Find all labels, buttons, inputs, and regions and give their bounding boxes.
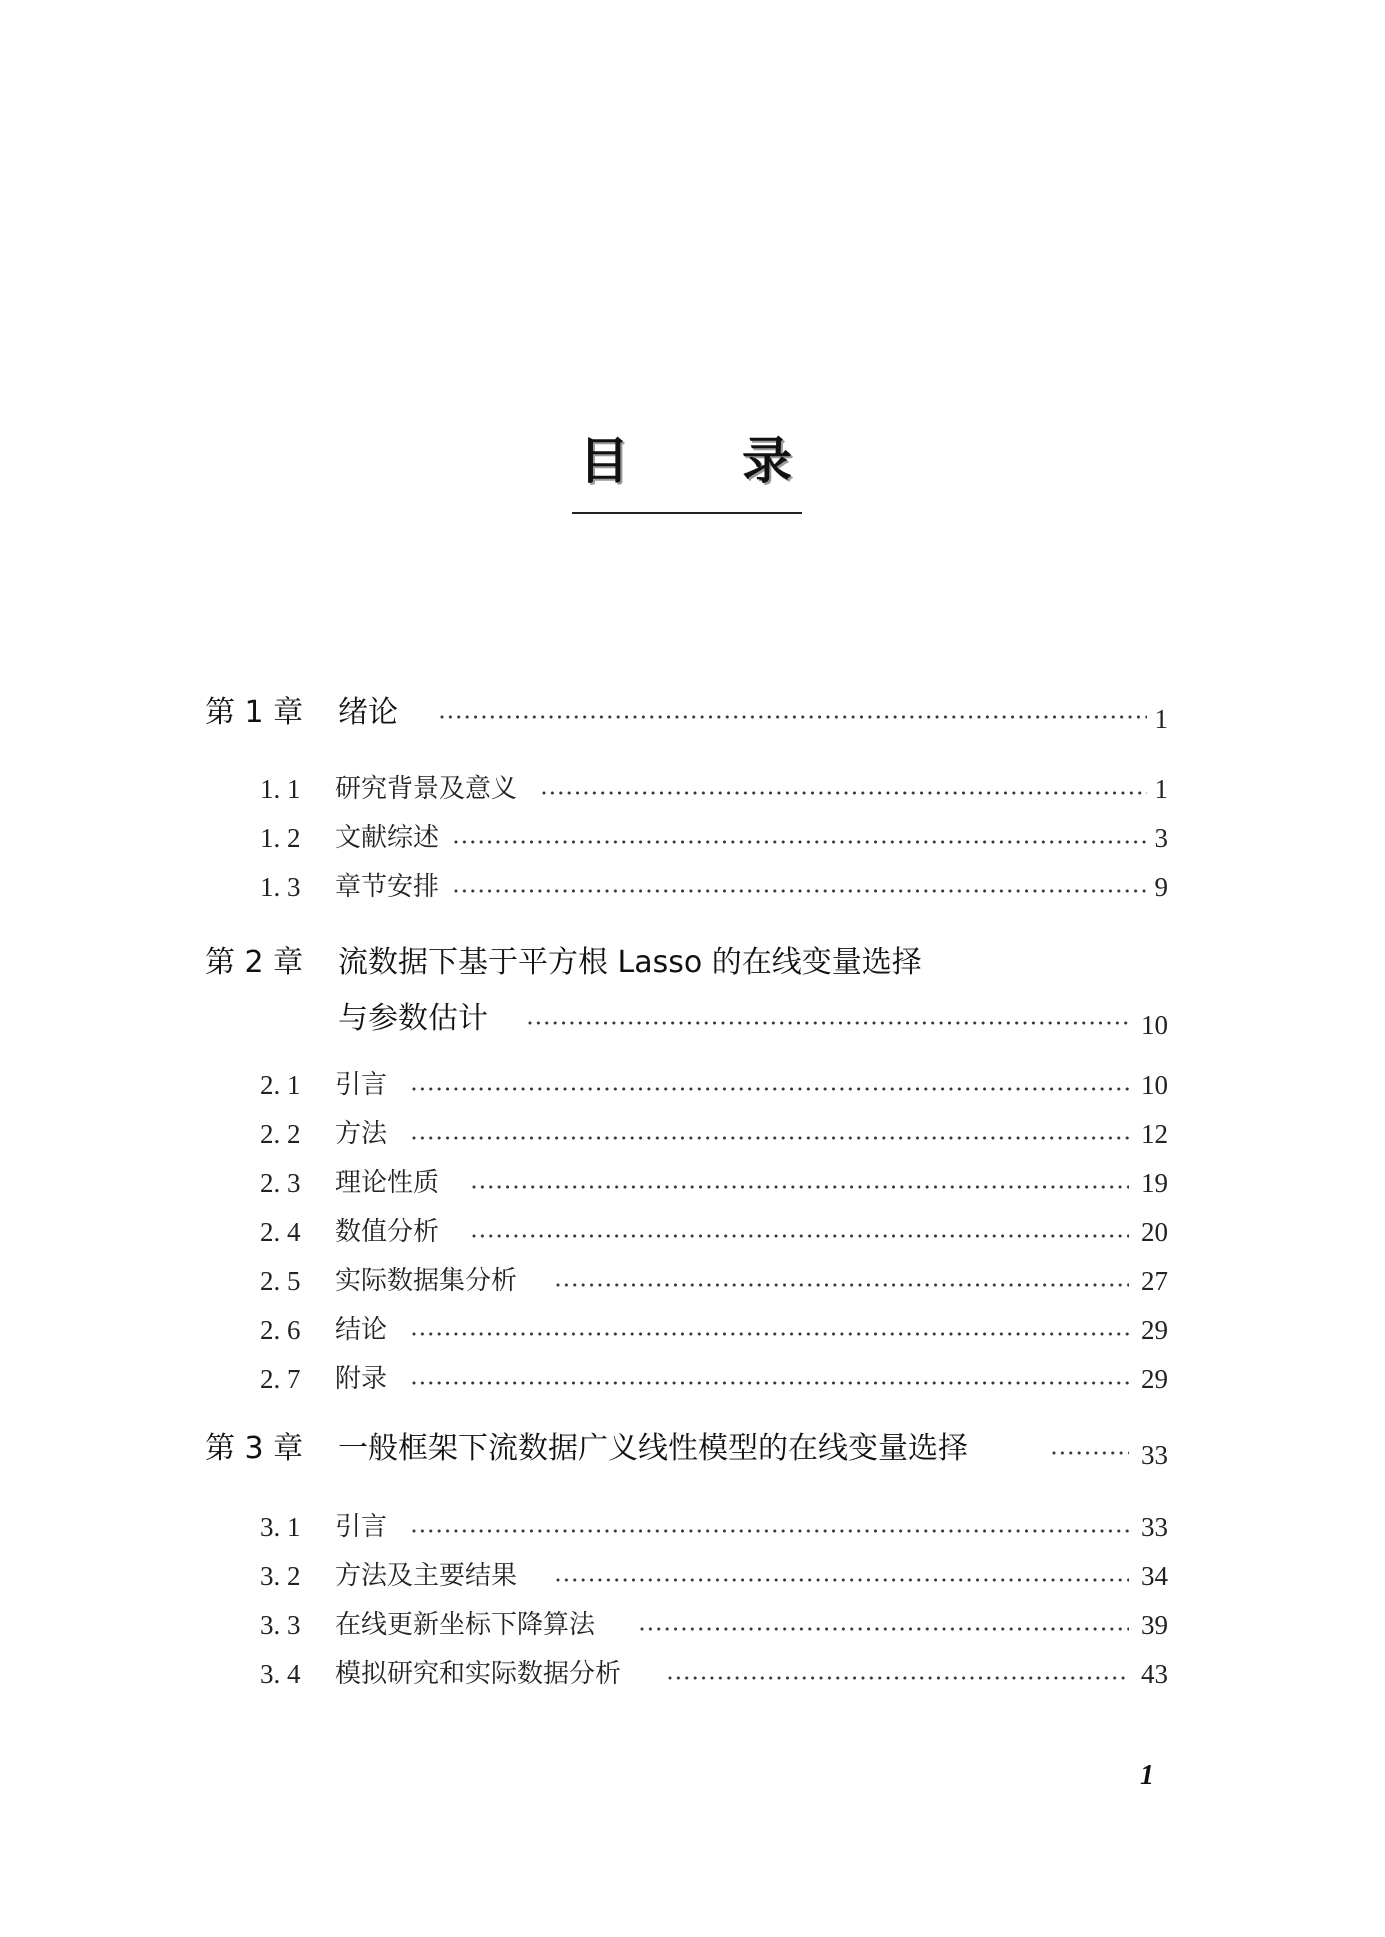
toc-section-2-7[interactable]: [0, 1356, 1385, 1402]
chapter-title-continued: 与参数估计: [338, 1001, 488, 1036]
dot-leader: [412, 1381, 1129, 1385]
section-number: 3. 1: [260, 1512, 301, 1542]
dot-leader: [556, 1578, 1129, 1582]
toc-section-3-2[interactable]: [0, 1553, 1385, 1599]
section-title: 引言: [335, 1070, 388, 1100]
section-title: 方法: [335, 1119, 388, 1149]
page-number: 29: [1141, 1315, 1168, 1345]
toc-chapter-3[interactable]: [0, 1426, 1385, 1472]
page-number: 20: [1141, 1217, 1168, 1247]
section-number: 3. 3: [260, 1610, 301, 1640]
section-title: 研究背景及意义: [335, 774, 518, 804]
page-number: 33: [1141, 1440, 1168, 1470]
page-number: 10: [1141, 1070, 1168, 1100]
page-number: 19: [1141, 1168, 1168, 1198]
section-number: 3. 2: [260, 1561, 301, 1591]
page-number: 33: [1141, 1512, 1168, 1542]
section-number: 2. 6: [260, 1315, 301, 1345]
toc-section-1-2[interactable]: [0, 815, 1385, 861]
section-title: 文献综述: [335, 823, 440, 853]
page-number: 43: [1141, 1659, 1168, 1689]
page-number: 1: [1154, 774, 1168, 804]
chapter-label: 第 3 章: [205, 1431, 304, 1466]
toc-section-2-1[interactable]: [0, 1062, 1385, 1108]
dot-leader: [528, 1021, 1129, 1025]
section-title: 模拟研究和实际数据分析: [335, 1659, 622, 1689]
page-number: 12: [1141, 1119, 1168, 1149]
dot-leader: [542, 791, 1147, 795]
dot-leader: [412, 1136, 1129, 1140]
toc-heading-char-1: 目: [579, 432, 629, 490]
toc-chapter-2-line-1[interactable]: [0, 940, 1385, 986]
page-number: 1: [1154, 704, 1168, 734]
dot-leader: [556, 1283, 1129, 1287]
section-number: 2. 5: [260, 1266, 301, 1296]
page-number: 34: [1141, 1561, 1168, 1591]
section-title: 在线更新坐标下降算法: [335, 1610, 596, 1640]
section-number: 1. 3: [260, 872, 301, 902]
section-title: 理论性质: [335, 1168, 440, 1198]
toc-section-2-5[interactable]: [0, 1258, 1385, 1304]
section-title: 实际数据集分析: [335, 1266, 518, 1296]
dot-leader: [454, 889, 1147, 893]
toc-heading: [572, 432, 802, 514]
chapter-title: 流数据下基于平方根 Lasso 的在线变量选择: [338, 945, 922, 980]
page-number: 10: [1141, 1010, 1168, 1040]
page-number: 29: [1141, 1364, 1168, 1394]
section-title: 引言: [335, 1512, 388, 1542]
dot-leader: [472, 1185, 1129, 1189]
section-number: 2. 4: [260, 1217, 301, 1247]
toc-section-2-4[interactable]: [0, 1209, 1385, 1255]
section-number: 2. 2: [260, 1119, 301, 1149]
page-number: 39: [1141, 1610, 1168, 1640]
toc-section-3-1[interactable]: [0, 1504, 1385, 1550]
toc-chapter-2-line-2[interactable]: [0, 996, 1385, 1042]
section-title: 方法及主要结果: [335, 1561, 518, 1591]
dot-leader: [412, 1087, 1129, 1091]
dot-leader: [454, 840, 1147, 844]
chapter-title: 一般框架下流数据广义线性模型的在线变量选择: [338, 1431, 968, 1466]
section-number: 1. 1: [260, 774, 301, 804]
chapter-title: 绪论: [338, 695, 398, 730]
section-number: 2. 3: [260, 1168, 301, 1198]
dot-leader: [440, 715, 1147, 719]
section-number: 2. 1: [260, 1070, 301, 1100]
dot-leader: [1052, 1451, 1129, 1455]
dot-leader: [668, 1676, 1129, 1680]
toc-section-1-1[interactable]: [0, 766, 1385, 812]
toc-chapter-1[interactable]: [0, 690, 1385, 736]
section-number: 3. 4: [260, 1659, 301, 1689]
section-title: 数值分析: [335, 1217, 440, 1247]
dot-leader: [640, 1627, 1129, 1631]
toc-heading-char-2: 录: [742, 432, 792, 490]
toc-section-2-6[interactable]: [0, 1307, 1385, 1353]
chapter-label: 第 2 章: [205, 945, 304, 980]
page-number: 3: [1154, 823, 1168, 853]
toc-section-2-3[interactable]: [0, 1160, 1385, 1206]
toc-section-1-3[interactable]: [0, 864, 1385, 910]
dot-leader: [412, 1332, 1129, 1336]
section-title: 章节安排: [335, 872, 440, 902]
page-folio: 1: [1140, 1760, 1154, 1791]
dot-leader: [412, 1529, 1129, 1533]
page-number: 27: [1141, 1266, 1168, 1296]
section-number: 1. 2: [260, 823, 301, 853]
dot-leader: [472, 1234, 1129, 1238]
section-number: 2. 7: [260, 1364, 301, 1394]
toc-section-2-2[interactable]: [0, 1111, 1385, 1157]
toc-section-3-3[interactable]: [0, 1602, 1385, 1648]
chapter-label: 第 1 章: [205, 695, 304, 730]
section-title: 结论: [335, 1315, 388, 1345]
page-number: 9: [1154, 872, 1168, 902]
toc-section-3-4[interactable]: [0, 1651, 1385, 1697]
section-title: 附录: [335, 1364, 388, 1394]
